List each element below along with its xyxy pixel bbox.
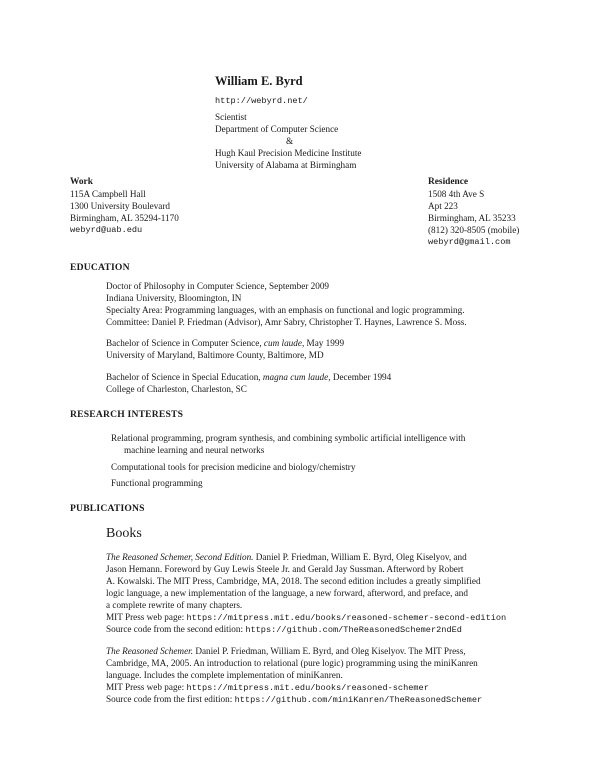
research-item: Relational programming, program synthesis, and combining symbolic artificial intelligence with [111,433,466,443]
education-heading: EDUCATION [70,262,130,273]
education-entry-line [106,371,391,383]
header-role: Scientist [215,112,247,122]
book-entry-line: A. Kowalski. The MIT Press, Cambridge, MA, 2018. The second edition includes a greatly simplified [106,576,481,586]
degree-text: Bachelor of Science in Special Education, [106,372,263,382]
page-title: William E. Byrd [215,74,303,88]
residence-address-line: Birmingham, AL 35233 [428,213,516,223]
header-ampersand: & [286,136,294,146]
work-heading: Work [70,177,93,187]
book-entry-line: logic language, a new implementation of the language, a new forward, afterword, and preface, and [106,588,468,598]
header-institute: Hugh Kaul Precision Medicine Institute [215,148,362,158]
publications-heading: PUBLICATIONS [70,503,145,514]
book-source-link[interactable]: https://github.com/TheReasonedSchemer2ndEd [245,625,462,635]
education-entry-line: Indiana University, Bloomington, IN [106,293,242,303]
book-entry-line: language. Includes the complete implementation of miniKanren. [106,670,343,680]
web-label: MIT Press web page: [106,682,187,692]
book-source-line [106,693,482,706]
book-source-line [106,623,462,636]
book-authors: Daniel P. Friedman, William E. Byrd, Oleg Kiselyov, and [253,552,467,562]
work-address-line: 1300 University Boulevard [70,201,171,211]
book-source-link[interactable]: https://github.com/miniKanren/TheReasonedSchemer [234,695,483,705]
degree-date: , December 1994 [328,372,392,382]
education-entry-line: College of Charleston, Charleston, SC [106,384,247,394]
book-entry-line: Jason Hemann. Foreword by Guy Lewis Steele Jr. and Gerald Jay Sussman. Afterword by Robert [106,564,464,574]
honors-text: magna cum laude [262,372,329,382]
residence-phone: (812) 320-8505 (mobile) [428,225,520,235]
residence-heading: Residence [428,177,469,187]
source-label: Source code from the first edition: [106,694,235,704]
book-title: The Reasoned Schemer, Second Edition. [106,552,254,562]
research-item-continued: machine learning and neural networks [124,445,265,455]
education-entry-line: Specialty Area: Programming languages, with an emphasis on functional and logic programming. [106,305,465,315]
research-heading: RESEARCH INTERESTS [70,409,184,420]
degree-date: , May 1999 [301,338,345,348]
research-item: Functional programming [111,478,203,488]
book-title: The Reasoned Schemer. [106,646,194,656]
honors-text: cum laude [263,338,302,348]
homepage-link[interactable]: http://webyrd.net/ [215,96,308,106]
education-entry-line: University of Maryland, Baltimore County, Baltimore, MD [106,350,324,360]
header-university: University of Alabama at Birmingham [215,160,357,170]
residence-address-line: 1508 4th Ave S [428,189,485,199]
book-web-link[interactable]: https://mitpress.mit.edu/books/reasoned-schemer-second-edition [186,613,507,623]
work-address-line: 115A Campbell Hall [70,189,146,199]
work-email-link[interactable]: webyrd@uab.edu [70,225,143,235]
book-entry-line: a complete rewrite of many chapters. [106,600,243,610]
work-address-line: Birmingham, AL 35294-1170 [70,213,179,223]
education-entry-line [106,337,344,349]
residence-address-line: Apt 223 [428,201,458,211]
source-label: Source code from the second edition: [106,624,246,634]
residence-email-link[interactable]: webyrd@gmail.com [428,237,511,247]
book-authors: Daniel P. Friedman, William E. Byrd, and Oleg Kiselyov. The MIT Press, [193,646,466,656]
web-label: MIT Press web page: [106,612,187,622]
education-entry-line: Committee: Daniel P. Friedman (Advisor), Amr Sabry, Christopher T. Haynes, Lawrence S. Moss. [106,317,467,327]
book-entry-line: Cambridge, MA, 2005. An introduction to relational (pure logic) programming using the miniKanren [106,658,478,668]
book-entry-line [106,645,466,657]
research-item: Computational tools for precision medicine and biology/chemistry [111,462,356,472]
degree-text: Bachelor of Science in Computer Science, [106,338,264,348]
book-entry-line [106,551,467,563]
books-subheading: Books [106,526,142,541]
book-web-link[interactable]: https://mitpress.mit.edu/books/reasoned-schemer [186,683,429,693]
header-department: Department of Computer Science [215,124,339,134]
education-entry-line: Doctor of Philosophy in Computer Science, September 2009 [106,281,330,291]
